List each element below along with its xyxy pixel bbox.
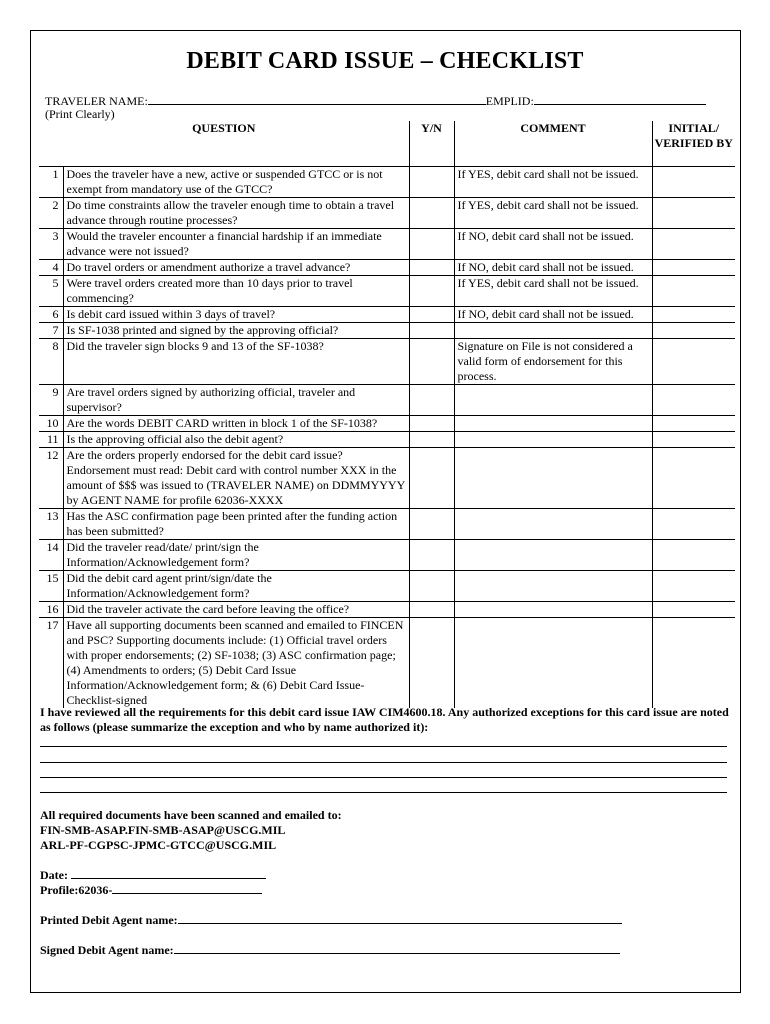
row-number: 9: [39, 385, 63, 416]
row-comment: [454, 602, 652, 618]
table-row: [39, 260, 735, 276]
row-number: 13: [39, 509, 63, 540]
row-initial-cell[interactable]: [652, 618, 735, 709]
signed-agent-field[interactable]: [174, 942, 620, 954]
comment-header: COMMENT: [454, 121, 652, 167]
table-row: [39, 167, 735, 198]
row-comment: If YES, debit card shall not be issued.: [454, 167, 652, 198]
printed-agent-row: [40, 912, 622, 928]
yn-header: Y/N: [409, 121, 454, 167]
email-address-2: ARL-PF-CGPSC-JPMC-GTCC@USCG.MIL: [40, 838, 277, 852]
row-comment: If NO, debit card shall not be issued.: [454, 260, 652, 276]
row-initial-cell[interactable]: [652, 571, 735, 602]
row-comment: [454, 385, 652, 416]
emplid-label: EMPLID:: [485, 94, 534, 108]
row-yn-cell[interactable]: [409, 307, 454, 323]
row-initial-cell[interactable]: [652, 323, 735, 339]
row-initial-cell[interactable]: [652, 540, 735, 571]
row-number: 14: [39, 540, 63, 571]
row-comment: If NO, debit card shall not be issued.: [454, 229, 652, 260]
date-row: [40, 867, 266, 883]
page-title: DEBIT CARD ISSUE – CHECKLIST: [186, 48, 584, 74]
table-row: [39, 432, 735, 448]
row-comment: If YES, debit card shall not be issued.: [454, 198, 652, 229]
row-question: Did the traveler activate the card before leaving the office?: [63, 602, 409, 618]
row-question: Is the approving official also the debit agent?: [63, 432, 409, 448]
row-yn-cell[interactable]: [409, 416, 454, 432]
row-number: 4: [39, 260, 63, 276]
row-number: 11: [39, 432, 63, 448]
table-row: [39, 448, 735, 509]
row-question: Has the ASC confirmation page been printed after the funding action has been submitted?: [63, 509, 409, 540]
row-initial-cell[interactable]: [652, 416, 735, 432]
row-comment: [454, 618, 652, 709]
row-initial-cell[interactable]: [652, 509, 735, 540]
row-question: Did the traveler sign blocks 9 and 13 of the SF-1038?: [63, 339, 409, 385]
table-row: [39, 198, 735, 229]
row-number: 16: [39, 602, 63, 618]
row-question: Would the traveler encounter a financial hardship if an immediate advance were not issued?: [63, 229, 409, 260]
row-yn-cell[interactable]: [409, 276, 454, 307]
row-question: Were travel orders created more than 10 days prior to travel commencing?: [63, 276, 409, 307]
row-initial-cell[interactable]: [652, 448, 735, 509]
printed-agent-field[interactable]: [178, 912, 622, 924]
row-question: Are the orders properly endorsed for the debit card issue? Endorsement must read: Debit card with control number XXX in the amount of $$$ was issued to (TRAVELER NAME) on DDMMYYYY by AGENT NAME for profile 62036-XXXX: [63, 448, 409, 509]
table-row: [39, 602, 735, 618]
profile-label: Profile:62036-: [40, 883, 113, 897]
exception-line-4[interactable]: [40, 792, 727, 793]
row-yn-cell[interactable]: [409, 385, 454, 416]
row-initial-cell[interactable]: [652, 276, 735, 307]
table-row: [39, 540, 735, 571]
table-row: [39, 323, 735, 339]
row-number: 15: [39, 571, 63, 602]
traveler-name-field[interactable]: [148, 93, 486, 105]
row-initial-cell[interactable]: [652, 167, 735, 198]
row-initial-cell[interactable]: [652, 229, 735, 260]
traveler-name-label: TRAVELER NAME:: [45, 94, 148, 108]
row-number: 8: [39, 339, 63, 385]
table-header-row: [39, 121, 735, 167]
signed-agent-label: Signed Debit Agent name:: [40, 943, 174, 957]
row-question: Are the words DEBIT CARD written in block 1 of the SF-1038?: [63, 416, 409, 432]
row-initial-cell[interactable]: [652, 339, 735, 385]
row-number: 5: [39, 276, 63, 307]
row-initial-cell[interactable]: [652, 260, 735, 276]
scan-intro: All required documents have been scanned and emailed to:: [40, 808, 342, 822]
row-comment: [454, 448, 652, 509]
row-yn-cell[interactable]: [409, 509, 454, 540]
exception-line-3[interactable]: [40, 777, 727, 778]
row-comment: Signature on File is not considered a valid form of endorsement for this process.: [454, 339, 652, 385]
row-yn-cell[interactable]: [409, 198, 454, 229]
row-number: 17: [39, 618, 63, 709]
exception-line-1[interactable]: [40, 746, 727, 747]
traveler-name-row: [45, 93, 706, 109]
email-address-1: FIN-SMB-ASAP.FIN-SMB-ASAP@USCG.MIL: [40, 823, 286, 837]
row-question: Do travel orders or amendment authorize a travel advance?: [63, 260, 409, 276]
profile-field[interactable]: [112, 882, 262, 894]
row-number: 6: [39, 307, 63, 323]
row-yn-cell[interactable]: [409, 448, 454, 509]
row-comment: [454, 509, 652, 540]
printed-agent-label: Printed Debit Agent name:: [40, 913, 178, 927]
row-initial-cell[interactable]: [652, 432, 735, 448]
row-question: Do time constraints allow the traveler enough time to obtain a travel advance through routine processes?: [63, 198, 409, 229]
row-yn-cell[interactable]: [409, 432, 454, 448]
print-note: (Print Clearly): [45, 107, 115, 121]
row-initial-cell[interactable]: [652, 307, 735, 323]
row-comment: [454, 432, 652, 448]
row-initial-cell[interactable]: [652, 385, 735, 416]
row-number: 1: [39, 167, 63, 198]
row-number: 10: [39, 416, 63, 432]
table-row: [39, 416, 735, 432]
table-row: [39, 385, 735, 416]
row-yn-cell[interactable]: [409, 229, 454, 260]
row-yn-cell[interactable]: [409, 571, 454, 602]
row-yn-cell[interactable]: [409, 602, 454, 618]
row-yn-cell[interactable]: [409, 323, 454, 339]
row-question: Does the traveler have a new, active or suspended GTCC or is not exempt from mandatory use of the GTCC?: [63, 167, 409, 198]
checklist-table: [39, 121, 735, 708]
row-question: Are travel orders signed by authorizing official, traveler and supervisor?: [63, 385, 409, 416]
exception-line-2[interactable]: [40, 762, 727, 763]
row-yn-cell[interactable]: [409, 618, 454, 709]
date-field[interactable]: [71, 867, 266, 879]
row-number: 3: [39, 229, 63, 260]
row-initial-cell[interactable]: [652, 602, 735, 618]
row-number: 2: [39, 198, 63, 229]
row-comment: If YES, debit card shall not be issued.: [454, 276, 652, 307]
table-row: [39, 307, 735, 323]
row-question: Is debit card issued within 3 days of travel?: [63, 307, 409, 323]
row-question: Did the traveler read/date/ print/sign the Information/Acknowledgement form?: [63, 540, 409, 571]
table-row: [39, 509, 735, 540]
table-row: [39, 618, 735, 709]
row-question: Is SF-1038 printed and signed by the approving official?: [63, 323, 409, 339]
question-header: QUESTION: [39, 121, 409, 167]
row-comment: [454, 571, 652, 602]
row-comment: [454, 416, 652, 432]
profile-row: [40, 882, 262, 898]
row-initial-cell[interactable]: [652, 198, 735, 229]
row-question: Did the debit card agent print/sign/date the Information/Acknowledgement form?: [63, 571, 409, 602]
row-comment: If NO, debit card shall not be issued.: [454, 307, 652, 323]
review-statement: I have reviewed all the requirements for this debit card issue IAW CIM4600.18. Any authorized exceptions for this card issue are noted as follows (please summarize the exception and who by name authorized it):: [40, 705, 729, 734]
signed-agent-row: [40, 942, 620, 958]
row-number: 7: [39, 323, 63, 339]
row-number: 12: [39, 448, 63, 509]
row-yn-cell[interactable]: [409, 260, 454, 276]
row-question: Have all supporting documents been scanned and emailed to FINCEN and PSC? Supporting documents include: (1) Official travel orders with proper endorsements; (2) SF-1038; (3) ASC confirmation page; (4) Amendments to orders; (5) Debit Card Issue Information/Acknowledgement form; & (6) Debit Card Issue-Checklist-signed: [63, 618, 409, 709]
row-yn-cell[interactable]: [409, 167, 454, 198]
initial-header: INITIAL/ VERIFIED BY: [652, 121, 735, 167]
row-comment: [454, 323, 652, 339]
table-row: [39, 339, 735, 385]
table-row: [39, 571, 735, 602]
table-row: [39, 276, 735, 307]
date-label: Date:: [40, 868, 68, 882]
emplid-field[interactable]: [534, 93, 706, 105]
row-yn-cell[interactable]: [409, 540, 454, 571]
row-comment: [454, 540, 652, 571]
table-row: [39, 229, 735, 260]
row-yn-cell[interactable]: [409, 339, 454, 385]
